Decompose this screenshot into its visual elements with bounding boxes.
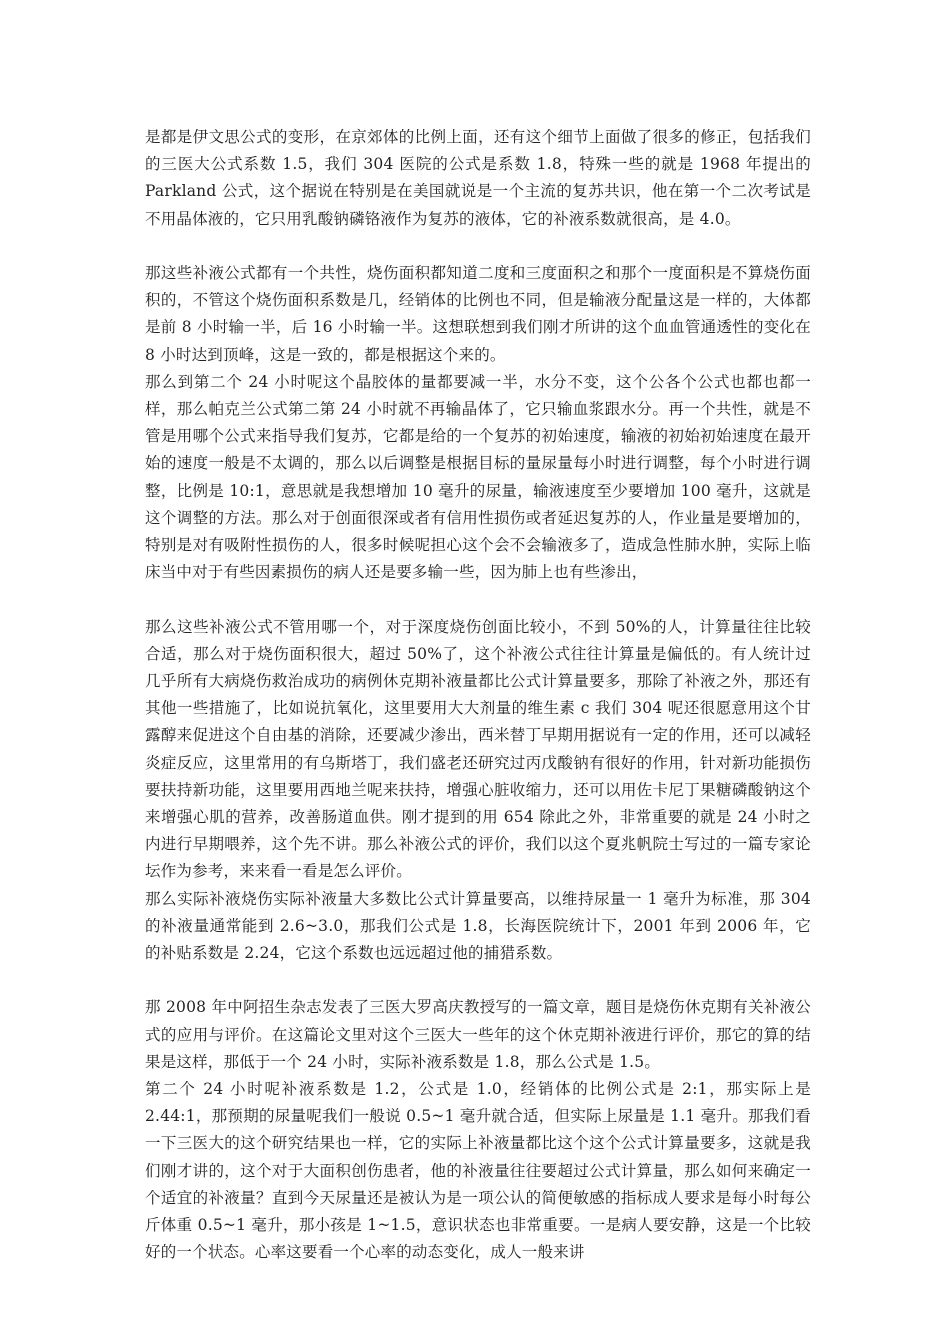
paragraph-spacer <box>145 967 811 994</box>
paragraph-second-24-hours: 那么到第二个 24 小时呢这个晶胶体的量都要减一半，水分不变，这个公各个公式也都也都一样，那么帕克兰公式第二第 24 小时就不再输晶体了，它只输血浆跟水分。再一个共性，就是不管是用哪个公式来指导我们复苏，它都是给的一个复苏的初始速度，输液的初始初始速度在最开始的速度一般是不太调的，那么以后调整是根据目标的量尿量每小时进行调整，每个小时进行调整，比例是 10:1，意思就是我想增加 10 毫升的尿量，输液速度至少要增加 100 毫升，这就是这个调整的方法。那么对于创面很深或者有信用性损伤或者延迟复苏的人，作业量是要增加的，特别是对有吸附性损伤的人，很多时候呢担心这个会不会输液多了，造成急性肺水肿，实际上临床当中对于有些因素损伤的病人还是要多输一些，因为肺上也有些渗出， <box>145 372 811 582</box>
paragraph-spacer <box>145 586 811 613</box>
paragraph-actual-fluid-volume: 那么实际补液烧伤实际补液量大多数比公式计算量要高，以维持尿量一 1 毫升为标准，那 304 的补液量通常能到 2.6~3.0，那我们公式是 1.8，长海医院统计下，2001 年到 2006 年，它的补贴系数是 2.24，它这个系数也远远超过他的捕猎系数。 <box>145 889 811 963</box>
paragraph-large-burn-area: 那么这些补液公式不管用哪一个，对于深度烧伤创面比较小，不到 50%的人，计算量往往比较合适，那么对于烧伤面积很大，超过 50%了，这个补液公式往往计算量是偏低的。有人统计过几乎所有大病烧伤救治成功的病例休克期补液量都比公式计算量要多，那除了补液之外，那还有其他一些措施了，比如说抗氧化，这里要用大大剂量的维生素 c 我们 304 呢还很愿意用这个甘露醇来促进这个自由基的消除，还要减少渗出，西米替丁早期用据说有一定的作用，还可以减轻炎症反应，这里常用的有乌斯塔丁，我们盛老还研究过丙戊酸钠有很好的作用，针对新功能损伤要扶持新功能，这里要用西地兰呢来扶持，增强心脏收缩力，还可以用佐卡尼丁果糖磷酸钠这个来增强心肌的营养，改善肠道血供。刚才提到的用 654 除此之外，非常重要的就是 24 小时之内进行早期喂养，这个先不讲。那么补液公式的评价，我们以这个夏兆帆院士写过的一篇专家论坛作为参考，来来看一看是怎么评价。 <box>145 617 811 881</box>
paragraph-2008-article: 那 2008 年中阿招生杂志发表了三医大罗高庆教授写的一篇文章，题目是烧伤休克期有关补液公式的应用与评价。在这篇论文里对这个三医大一些年的这个休克期补液进行评价，那它的算的结果是这样，那低于一个 24 小时，实际补液系数是 1.8，那么公式是 1.5。 <box>145 998 811 1071</box>
paragraph-spacer <box>145 233 811 260</box>
paragraph-common-features: 那这些补液公式都有一个共性，烧伤面积都知道二度和三度面积之和那个一度面积是不算烧伤面积的，不管这个烧伤面积系数是几，经销体的比例也不同，但是输液分配量这是一样的，大体都是前 8 小时输一半，后 16 小时输一半。这想联想到我们刚才所讲的这个血血管通透性的变化在 8 小时达到顶峰，这是一致的，都是根据这个来的。 <box>145 264 811 364</box>
paragraph-parkland-formula: 是都是伊文思公式的变形，在京郊体的比例上面，还有这个细节上面做了很多的修正，包括我们的三医大公式系数 1.5，我们 304 医院的公式是系数 1.8，特殊一些的就是 1968 年提出的 Parkland 公式，这个据说在特别是在美国就说是一个主流的复苏共识，他在第一个二次考试是不用晶体液的，它只用乳酸钠磷铬液作为复苏的液体，它的补液系数就很高，是 4.0。 <box>145 128 811 228</box>
document-body <box>145 124 811 1266</box>
paragraph-urine-output-indicators: 第二个 24 小时呢补液系数是 1.2，公式是 1.0，经销体的比例公式是 2:1，那实际上是 2.44:1，那预期的尿量呢我们一般说 0.5~1 毫升就合适，但实际上尿量是 1.1 毫升。那我们看一下三医大的这个研究结果也一样，它的实际上补液量都比这个这个公式计算量要多，这就是我们刚才讲的，这个对于大面积创伤患者，他的补液量往往要超过公式计算量，那么如何来确定一个适宜的补液量？直到今天尿量还是被认为是一项公认的简便敏感的指标成人要求是每小时每公斤体重 0.5~1 毫升，那小孩是 1~1.5，意识状态也非常重要。一是病人要安静，这是一个比较好的一个状态。心率这要看一个心率的动态变化，成人一般来讲 <box>145 1080 811 1262</box>
